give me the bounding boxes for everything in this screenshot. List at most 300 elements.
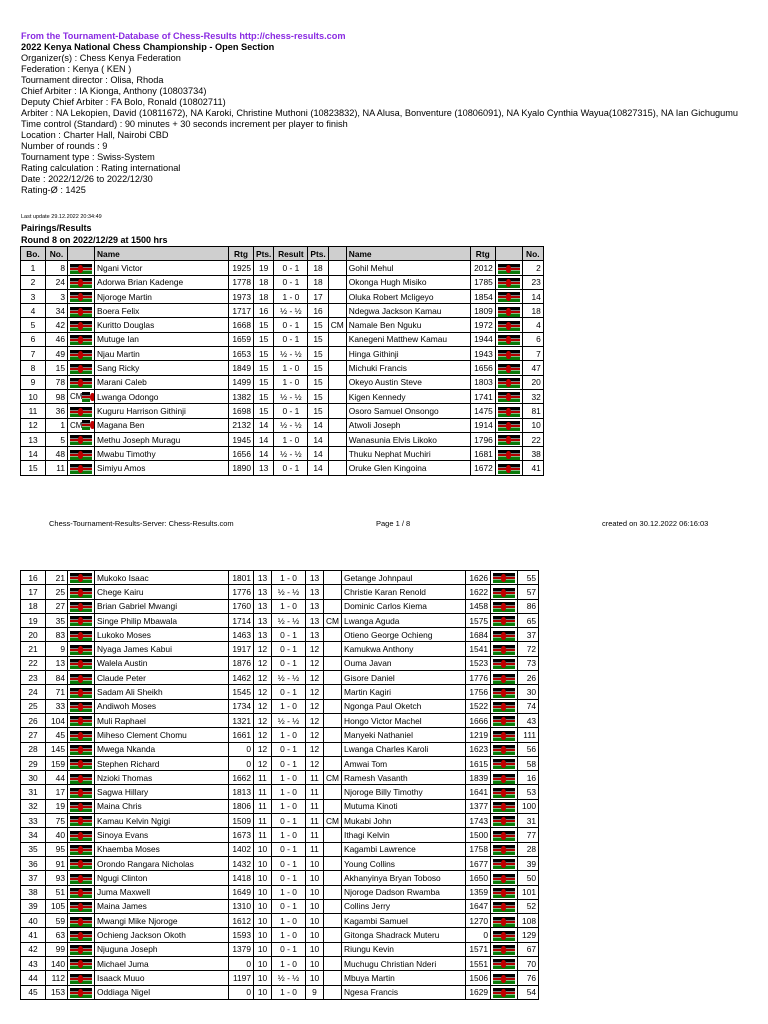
white-player-name[interactable]: Mukoko Isaac: [95, 571, 229, 585]
black-rating: 1972: [470, 318, 495, 332]
game-result: ½ - ½: [274, 447, 308, 461]
tournament-detail-line: Chief Arbiter : IA Kionga, Anthony (10803734): [21, 86, 207, 96]
black-title: [324, 899, 342, 913]
white-player-name[interactable]: Sagwa Hillary: [95, 785, 229, 799]
white-player-name[interactable]: Magana Ben: [95, 418, 229, 432]
white-player-name[interactable]: Oddiaga Nigel: [95, 985, 229, 999]
black-points: 10: [306, 942, 324, 956]
kenya-flag-icon: [498, 321, 520, 331]
white-player-name[interactable]: Maina James: [95, 899, 229, 913]
black-points: 9: [306, 985, 324, 999]
white-player-name[interactable]: Nyaga James Kabui: [95, 642, 229, 656]
black-player-name[interactable]: Ouma Javan: [342, 656, 466, 670]
white-player-name[interactable]: Ngani Victor: [95, 261, 229, 275]
white-title-flag: [68, 671, 95, 685]
white-points: 12: [254, 699, 272, 713]
black-flag: [495, 289, 522, 303]
kenya-flag-icon: [70, 674, 92, 684]
white-rating: 0: [229, 957, 254, 971]
black-player-name[interactable]: Thuku Nephat Muchiri: [346, 447, 470, 461]
black-points: 14: [308, 447, 328, 461]
kenya-flag-icon: [70, 407, 92, 417]
black-points: 13: [306, 585, 324, 599]
kenya-flag-icon: [70, 321, 92, 331]
game-result: ½ - ½: [272, 713, 306, 727]
white-start-number: 63: [46, 928, 68, 942]
black-player-name[interactable]: Martin Kagiri: [342, 685, 466, 699]
white-player-name[interactable]: Chege Kairu: [95, 585, 229, 599]
white-player-name[interactable]: Lukoko Moses: [95, 628, 229, 642]
white-player-name[interactable]: Muli Raphael: [95, 713, 229, 727]
white-player-name[interactable]: Juma Maxwell: [95, 885, 229, 899]
black-rating: 1809: [470, 304, 495, 318]
white-player-name[interactable]: Njuguna Joseph: [95, 942, 229, 956]
table-row: [21, 261, 544, 275]
kenya-flag-icon: [493, 573, 515, 583]
black-player-name[interactable]: Mutuma Kinoti: [342, 799, 466, 813]
white-points: 10: [254, 871, 272, 885]
black-points: 10: [306, 957, 324, 971]
white-player-name[interactable]: Singe Philip Mbawala: [95, 613, 229, 627]
kenya-flag-icon: [70, 464, 92, 474]
kenya-flag-icon: [70, 931, 92, 941]
kenya-flag-icon: [70, 874, 92, 884]
black-start-number: 37: [518, 628, 539, 642]
white-title-flag: [68, 613, 95, 627]
white-player-name[interactable]: Marani Caleb: [95, 375, 229, 389]
white-rating: 0: [229, 742, 254, 756]
black-start-number: 129: [518, 928, 539, 942]
black-player-name[interactable]: Getange Johnpaul: [342, 571, 466, 585]
game-result: 1 - 0: [272, 799, 306, 813]
table-row: [21, 318, 544, 332]
column-header: No.: [522, 247, 543, 261]
black-points: 17: [308, 289, 328, 303]
kenya-flag-icon: [498, 292, 520, 302]
black-title: [324, 842, 342, 856]
black-player-name[interactable]: Kagambi Samuel: [342, 914, 466, 928]
white-title-flag: [68, 261, 95, 275]
black-player-name[interactable]: Kamukwa Anthony: [342, 642, 466, 656]
black-rating: 1944: [470, 332, 495, 346]
white-player-name[interactable]: Mwangi Mike Njoroge: [95, 914, 229, 928]
white-player-name[interactable]: Sinoya Evans: [95, 828, 229, 842]
game-result: 0 - 1: [274, 275, 308, 289]
black-player-name[interactable]: Young Collins: [342, 856, 466, 870]
black-player-name[interactable]: Oruke Glen Kingoina: [346, 461, 470, 475]
board-number: 23: [21, 671, 46, 685]
game-result: 0 - 1: [274, 318, 308, 332]
game-result: ½ - ½: [274, 418, 308, 432]
black-rating: 1615: [466, 756, 491, 770]
black-player-name[interactable]: Collins Jerry: [342, 899, 466, 913]
column-header: Name: [346, 247, 470, 261]
black-title: [328, 375, 346, 389]
kenya-flag-icon: [70, 688, 92, 698]
table-row: [21, 432, 544, 446]
tournament-header: [21, 31, 761, 196]
black-flag: [491, 756, 518, 770]
black-player-name[interactable]: Michuki Francis: [346, 361, 470, 375]
white-title-flag: [68, 728, 95, 742]
black-player-name[interactable]: Muchugu Christian Nderi: [342, 957, 466, 971]
black-start-number: 39: [518, 856, 539, 870]
black-player-name[interactable]: Wanasunia Elvis Likoko: [346, 432, 470, 446]
white-player-name[interactable]: Orondo Rangara Nicholas: [95, 856, 229, 870]
kenya-flag-icon: [70, 788, 92, 798]
board-number: 11: [21, 404, 46, 418]
black-player-name[interactable]: Ngesa Francis: [342, 985, 466, 999]
black-title: [324, 914, 342, 928]
board-number: 40: [21, 914, 46, 928]
black-flag: [491, 599, 518, 613]
game-result: 1 - 0: [272, 771, 306, 785]
white-start-number: 15: [46, 361, 68, 375]
black-player-name[interactable]: Okeyo Austin Steve: [346, 375, 470, 389]
black-title: [324, 599, 342, 613]
white-start-number: 25: [46, 585, 68, 599]
board-number: 39: [21, 899, 46, 913]
white-player-name[interactable]: Methu Joseph Muragu: [95, 432, 229, 446]
black-rating: 1523: [466, 656, 491, 670]
kenya-flag-icon: [70, 716, 92, 726]
white-points: 12: [254, 713, 272, 727]
game-result: 0 - 1: [274, 461, 308, 475]
black-player-name[interactable]: Lwanga Aguda: [342, 613, 466, 627]
black-points: 12: [306, 656, 324, 670]
board-number: 45: [21, 985, 46, 999]
black-player-name[interactable]: Hongo Victor Machel: [342, 713, 466, 727]
white-start-number: 104: [46, 713, 68, 727]
kenya-flag-icon: [493, 931, 515, 941]
white-player-name[interactable]: Kuguru Harrison Githinji: [95, 404, 229, 418]
white-player-name[interactable]: Sadam Ali Sheikh: [95, 685, 229, 699]
white-start-number: 112: [46, 971, 68, 985]
black-points: 10: [306, 871, 324, 885]
white-rating: 1197: [229, 971, 254, 985]
table-row: [21, 332, 544, 346]
white-player-name[interactable]: Ochieng Jackson Okoth: [95, 928, 229, 942]
black-player-name[interactable]: Ramesh Vasanth: [342, 771, 466, 785]
white-player-name[interactable]: Boera Felix: [95, 304, 229, 318]
black-rating: 1359: [466, 885, 491, 899]
black-start-number: 72: [518, 642, 539, 656]
black-player-name[interactable]: Amwai Tom: [342, 756, 466, 770]
black-player-name[interactable]: Kigen Kennedy: [346, 389, 470, 403]
board-number: 32: [21, 799, 46, 813]
kenya-flag-icon: [493, 745, 515, 755]
black-rating: 1756: [466, 685, 491, 699]
pairings-title: Pairings/Results: [21, 223, 92, 233]
black-flag: [491, 656, 518, 670]
round-title: Round 8 on 2022/12/29 at 1500 hrs: [21, 235, 168, 245]
black-points: 11: [306, 842, 324, 856]
board-number: 43: [21, 957, 46, 971]
game-result: 0 - 1: [274, 332, 308, 346]
game-result: 1 - 0: [272, 599, 306, 613]
game-result: 0 - 1: [272, 871, 306, 885]
white-player-name[interactable]: Njau Martin: [95, 347, 229, 361]
black-start-number: 32: [522, 389, 543, 403]
source-link[interactable]: From the Tournament-Database of Chess-Results http://chess-results.com: [21, 31, 346, 41]
white-title-flag: [68, 742, 95, 756]
black-title: [324, 656, 342, 670]
board-number: 24: [21, 685, 46, 699]
white-points: 10: [254, 985, 272, 999]
white-rating: 1382: [229, 389, 254, 403]
white-rating: 1321: [229, 713, 254, 727]
black-points: 14: [308, 418, 328, 432]
white-points: 12: [254, 756, 272, 770]
black-rating: 1650: [466, 871, 491, 885]
white-points: 10: [254, 942, 272, 956]
white-start-number: 40: [46, 828, 68, 842]
white-player-name[interactable]: Kuritto Douglas: [95, 318, 229, 332]
white-rating: 1973: [229, 289, 254, 303]
white-player-name[interactable]: Isaack Muuo: [95, 971, 229, 985]
white-title-flag: [68, 914, 95, 928]
white-player-name[interactable]: Mutuge Ian: [95, 332, 229, 346]
black-rating: 1647: [466, 899, 491, 913]
black-points: 12: [306, 728, 324, 742]
white-rating: 1876: [229, 656, 254, 670]
white-points: 11: [254, 771, 272, 785]
black-rating: 1522: [466, 699, 491, 713]
table-row: [21, 756, 539, 770]
black-player-name[interactable]: Hinga Githinji: [346, 347, 470, 361]
black-start-number: 4: [522, 318, 543, 332]
black-player-name[interactable]: Gohil Mehul: [346, 261, 470, 275]
black-title: [328, 347, 346, 361]
black-points: 14: [308, 432, 328, 446]
white-player-name[interactable]: Ngugi Clinton: [95, 871, 229, 885]
black-player-name[interactable]: Dominic Carlos Kiema: [342, 599, 466, 613]
tournament-detail-line: Organizer(s) : Chess Kenya Federation: [21, 53, 181, 63]
black-start-number: 67: [518, 942, 539, 956]
white-player-name[interactable]: Kamau Kelvin Ngigi: [95, 814, 229, 828]
column-header: Pts.: [308, 247, 328, 261]
game-result: 0 - 1: [272, 942, 306, 956]
white-player-name[interactable]: Brian Gabriel Mwangi: [95, 599, 229, 613]
black-rating: 1776: [466, 671, 491, 685]
table-row: [21, 928, 539, 942]
white-player-name[interactable]: Lwanga Odongo: [95, 389, 229, 403]
kenya-flag-icon: [493, 945, 515, 955]
kenya-flag-icon: [70, 588, 92, 598]
white-rating: 1661: [229, 728, 254, 742]
black-start-number: 108: [518, 914, 539, 928]
white-player-name[interactable]: Claude Peter: [95, 671, 229, 685]
tournament-detail-line: Number of rounds : 9: [21, 141, 108, 151]
white-player-name[interactable]: Andiwoh Moses: [95, 699, 229, 713]
board-number: 27: [21, 728, 46, 742]
board-number: 10: [21, 389, 46, 403]
black-title: [328, 332, 346, 346]
white-player-name[interactable]: Nzioki Thomas: [95, 771, 229, 785]
black-title: [324, 585, 342, 599]
white-player-name[interactable]: Stephen Richard: [95, 756, 229, 770]
black-player-name[interactable]: Manyeki Nathaniel: [342, 728, 466, 742]
white-points: 15: [254, 389, 274, 403]
game-result: 0 - 1: [272, 899, 306, 913]
black-player-name[interactable]: Lwanga Charles Karoli: [342, 742, 466, 756]
black-player-name[interactable]: Njoroge Billy Timothy: [342, 785, 466, 799]
kenya-flag-icon: [493, 588, 515, 598]
black-flag: [491, 885, 518, 899]
black-player-name[interactable]: Kagambi Lawrence: [342, 842, 466, 856]
black-player-name[interactable]: Christie Karan Renold: [342, 585, 466, 599]
black-title: [328, 275, 346, 289]
black-flag: [491, 971, 518, 985]
kenya-flag-icon: [493, 959, 515, 969]
black-player-name[interactable]: Riungu Kevin: [342, 942, 466, 956]
black-player-name[interactable]: Akhanyinya Bryan Toboso: [342, 871, 466, 885]
kenya-flag-icon: [493, 816, 515, 826]
game-result: 0 - 1: [272, 842, 306, 856]
white-player-name[interactable]: Simiyu Amos: [95, 461, 229, 475]
game-result: 1 - 0: [272, 699, 306, 713]
black-player-name[interactable]: Ngonga Paul Oketch: [342, 699, 466, 713]
white-start-number: 46: [46, 332, 68, 346]
game-result: 1 - 0: [272, 985, 306, 999]
kenya-flag-icon: [493, 774, 515, 784]
kenya-flag-icon: [493, 888, 515, 898]
black-points: 10: [306, 928, 324, 942]
black-title: [328, 447, 346, 461]
kenya-flag-icon: [498, 392, 520, 402]
table-row: [21, 585, 539, 599]
white-player-name[interactable]: Maina Chris: [95, 799, 229, 813]
kenya-flag-icon: [493, 845, 515, 855]
board-number: 16: [21, 571, 46, 585]
black-player-name[interactable]: Mukabi John: [342, 814, 466, 828]
black-rating: 1500: [466, 828, 491, 842]
black-player-name[interactable]: Atwoli Joseph: [346, 418, 470, 432]
black-flag: [491, 771, 518, 785]
white-start-number: 44: [46, 771, 68, 785]
black-points: 12: [306, 685, 324, 699]
black-points: 12: [306, 642, 324, 656]
white-player-name[interactable]: Adorwa Brian Kadenge: [95, 275, 229, 289]
table-header-row: [21, 247, 544, 261]
white-start-number: 42: [46, 318, 68, 332]
game-result: ½ - ½: [274, 304, 308, 318]
game-result: 1 - 0: [274, 375, 308, 389]
kenya-flag-icon: [498, 335, 520, 345]
kenya-flag-icon: [498, 464, 520, 474]
black-rating: 1575: [466, 613, 491, 627]
white-player-name[interactable]: Miheso Clement Chomu: [95, 728, 229, 742]
black-start-number: 18: [522, 304, 543, 318]
table-row: [21, 713, 539, 727]
white-player-name[interactable]: Mwabu Timothy: [95, 447, 229, 461]
white-player-name[interactable]: Walela Austin: [95, 656, 229, 670]
black-player-name[interactable]: Otieno George Ochieng: [342, 628, 466, 642]
black-start-number: 20: [522, 375, 543, 389]
kenya-flag-icon: [70, 292, 92, 302]
board-number: 21: [21, 642, 46, 656]
black-title: [324, 742, 342, 756]
black-flag: [491, 799, 518, 813]
white-start-number: 78: [46, 375, 68, 389]
white-title-flag: [68, 985, 95, 999]
white-start-number: 19: [46, 799, 68, 813]
white-title-flag: [68, 785, 95, 799]
table-row: [21, 871, 539, 885]
black-player-name[interactable]: Mbuya Martin: [342, 971, 466, 985]
black-player-name[interactable]: Oluka Robert Mcligeyo: [346, 289, 470, 303]
black-start-number: 53: [518, 785, 539, 799]
white-start-number: 9: [46, 642, 68, 656]
black-player-name[interactable]: Okonga Hugh Misiko: [346, 275, 470, 289]
white-title-flag: [68, 771, 95, 785]
black-title: [328, 304, 346, 318]
white-title-flag: [68, 628, 95, 642]
black-start-number: 43: [518, 713, 539, 727]
white-title-flag: [68, 713, 95, 727]
black-start-number: 58: [518, 756, 539, 770]
kenya-flag-icon: [70, 702, 92, 712]
footer-page: Page 1 / 8: [376, 519, 411, 528]
white-player-name[interactable]: Khaemba Moses: [95, 842, 229, 856]
black-player-name[interactable]: Kanegeni Matthew Kamau: [346, 332, 470, 346]
black-player-name[interactable]: Gisore Daniel: [342, 671, 466, 685]
white-points: 11: [254, 828, 272, 842]
white-player-name[interactable]: Sang Ricky: [95, 361, 229, 375]
white-start-number: 24: [46, 275, 68, 289]
black-rating: 1854: [470, 289, 495, 303]
white-points: 12: [254, 685, 272, 699]
black-flag: [495, 347, 522, 361]
black-flag: [491, 713, 518, 727]
white-start-number: 95: [46, 842, 68, 856]
game-result: 1 - 0: [272, 914, 306, 928]
black-flag: [495, 461, 522, 475]
black-player-name[interactable]: Njoroge Dadson Rwamba: [342, 885, 466, 899]
white-title-flag: [68, 828, 95, 842]
board-number: 35: [21, 842, 46, 856]
white-player-name[interactable]: Mwega Nkanda: [95, 742, 229, 756]
table-row: [21, 613, 539, 627]
black-points: 18: [308, 275, 328, 289]
white-rating: 0: [229, 985, 254, 999]
game-result: ½ - ½: [272, 671, 306, 685]
board-number: 8: [21, 361, 46, 375]
white-player-name[interactable]: Michael Juma: [95, 957, 229, 971]
black-points: 12: [306, 742, 324, 756]
white-title-flag: [68, 814, 95, 828]
table-row: [21, 957, 539, 971]
black-player-name[interactable]: Ndegwa Jackson Kamau: [346, 304, 470, 318]
black-player-name[interactable]: Namale Ben Nguku: [346, 318, 470, 332]
white-player-name[interactable]: Njoroge Martin: [95, 289, 229, 303]
black-player-name[interactable]: Gitonga Shadrack Muteru: [342, 928, 466, 942]
game-result: ½ - ½: [272, 971, 306, 985]
black-points: 18: [308, 261, 328, 275]
black-player-name[interactable]: Ithagi Kelvin: [342, 828, 466, 842]
black-start-number: 38: [522, 447, 543, 461]
tournament-detail-line: Time control (Standard) : 90 minutes + 30 seconds increment per player to finish: [21, 119, 348, 129]
white-start-number: 91: [46, 856, 68, 870]
white-rating: 1462: [229, 671, 254, 685]
tournament-title: 2022 Kenya National Chess Championship - Open Section: [21, 42, 275, 52]
black-flag: [495, 432, 522, 446]
black-player-name[interactable]: Osoro Samuel Onsongo: [346, 404, 470, 418]
white-rating: 0: [229, 756, 254, 770]
table-row: [21, 361, 544, 375]
board-number: 20: [21, 628, 46, 642]
black-flag: [491, 985, 518, 999]
